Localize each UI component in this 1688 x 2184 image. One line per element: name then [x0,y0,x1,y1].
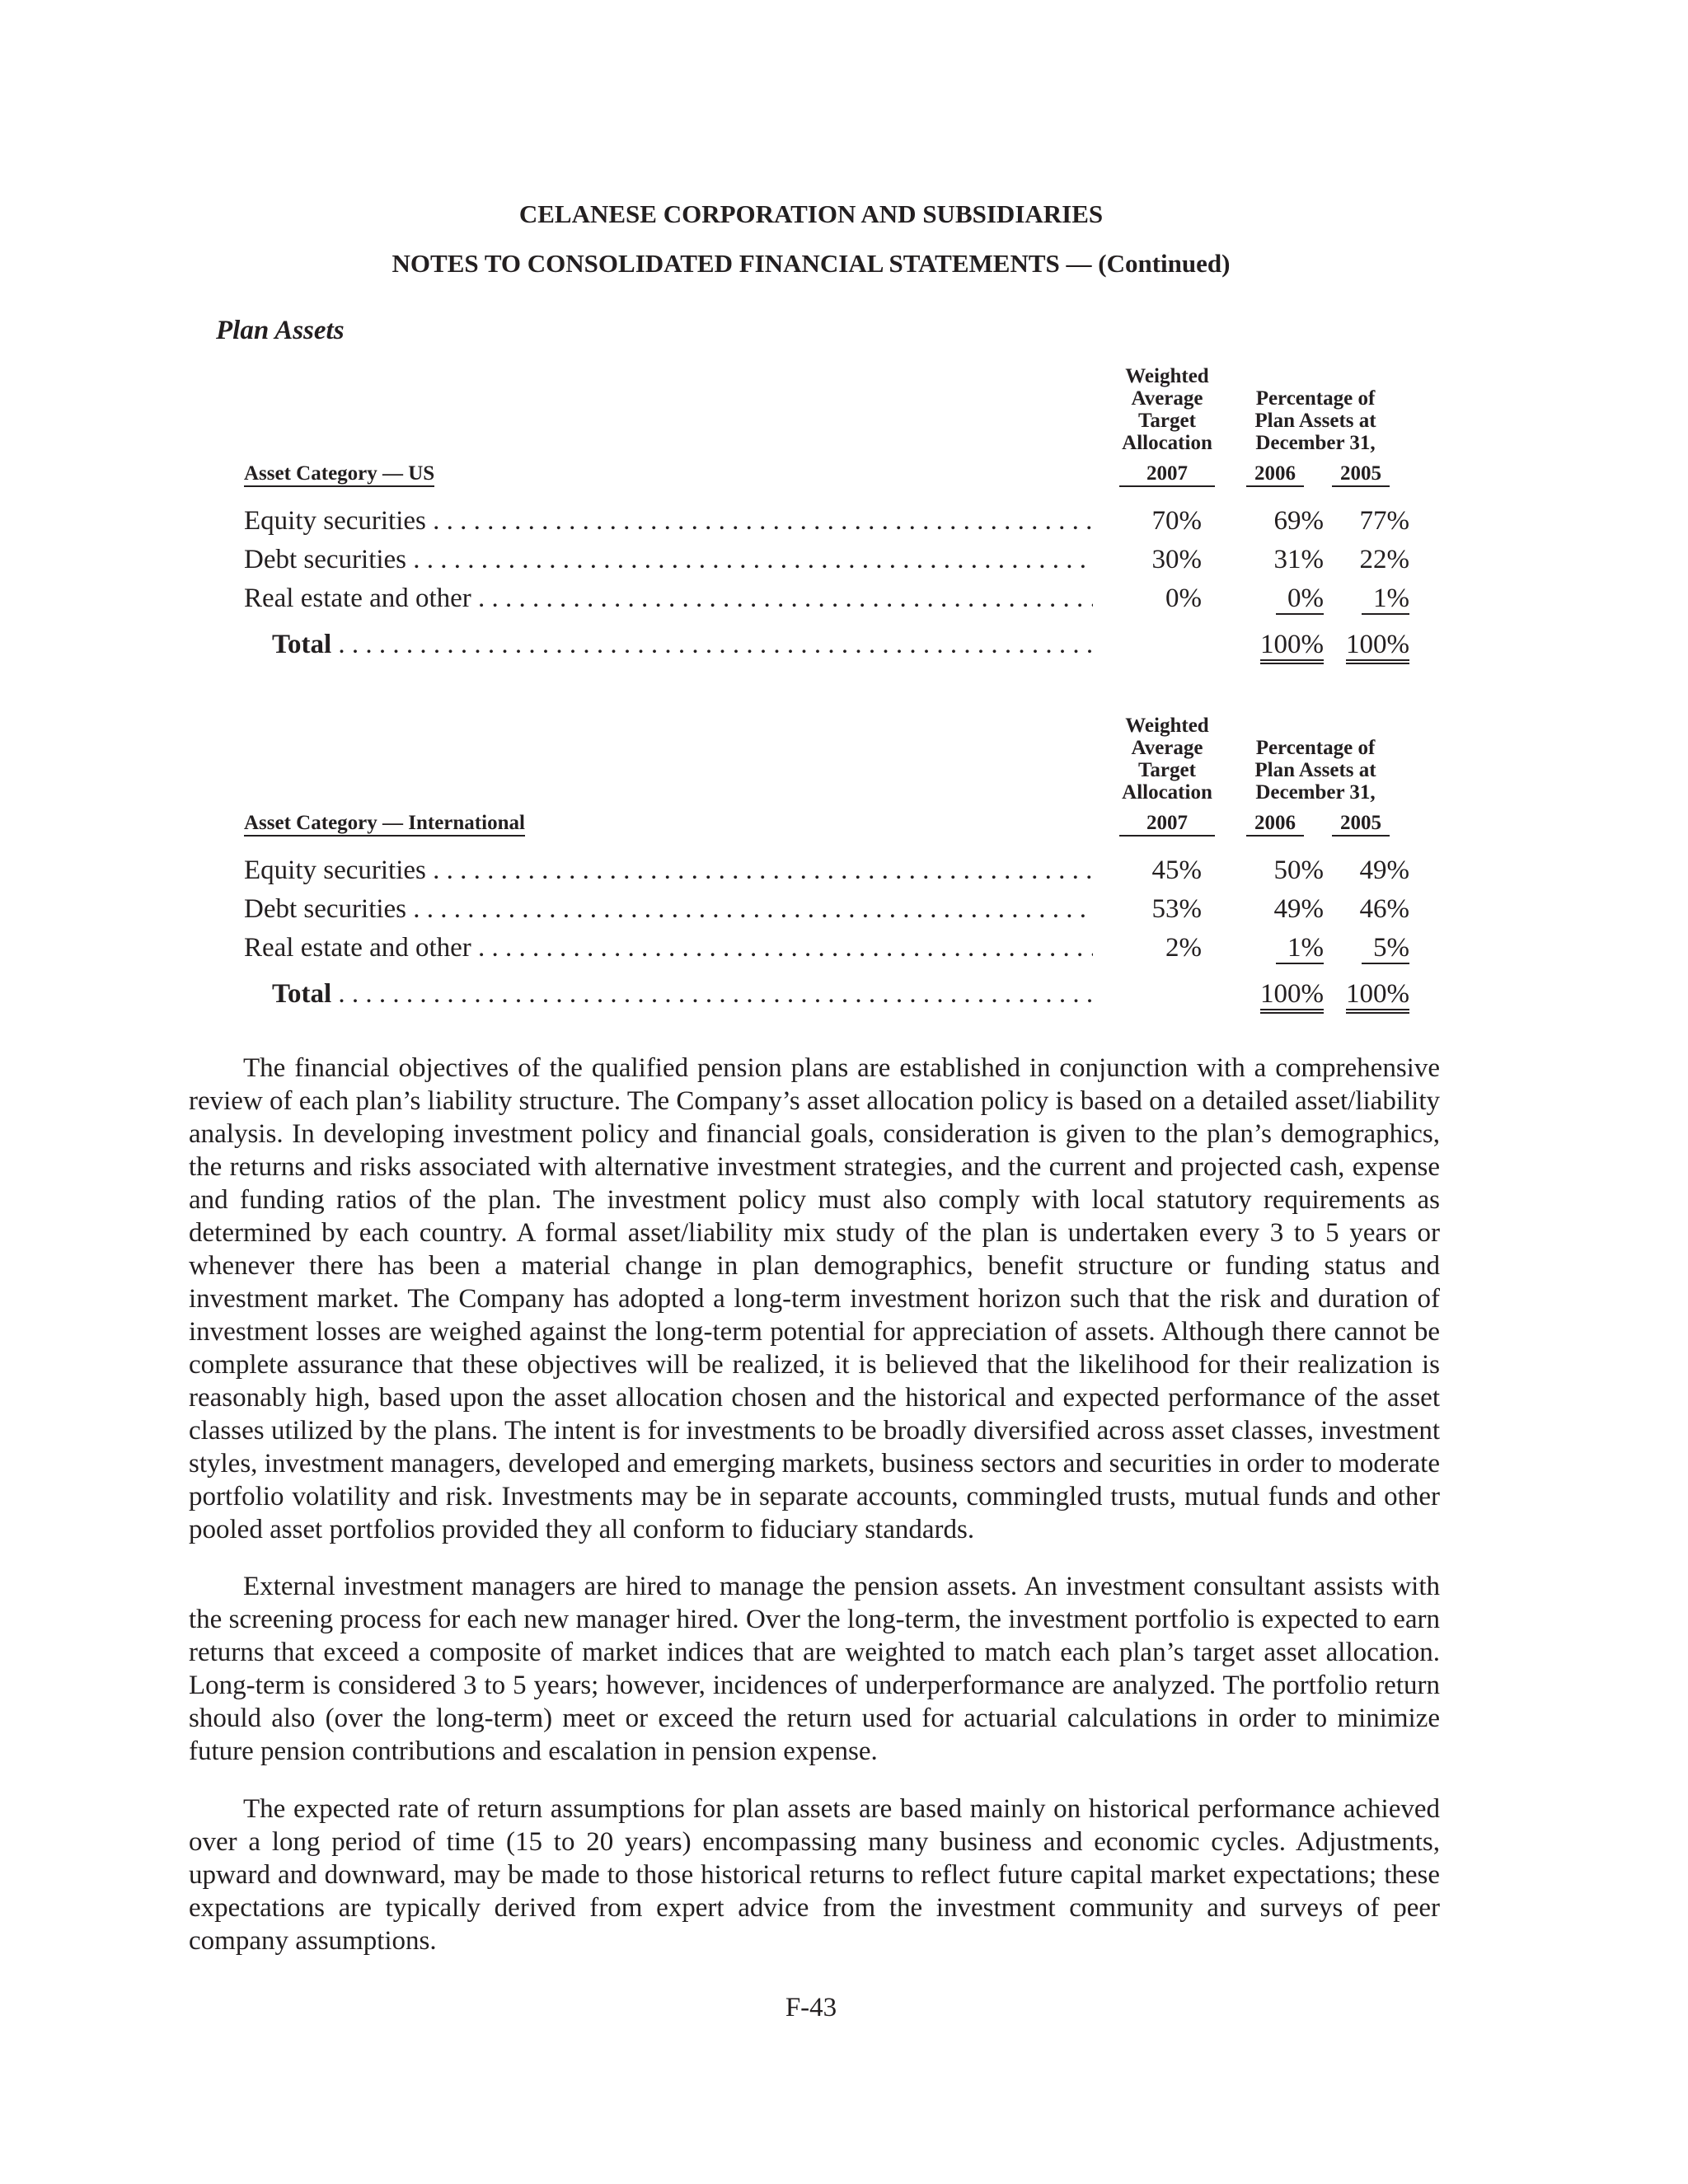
year-header-2005: 2005 [1332,812,1390,837]
paragraph-financial-objectives: The financial objectives of the qualified pension plans are established in conjunction with a comprehensive review of each plan’s liability structure. The Company’s asset allocation policy is based on a detailed asset/liability analysis. In developing investment policy and financial goals, consideration is given to the plan’s demographics, the returns and risks associated with alternative investment strategies, and the current and projected cash, expense and funding ratios of the plan. The investment policy must also comply with local statutory requirements as determined by each country. A formal asset/liability mix study of the plan is undertaken every 3 to 5 years or whenever there has been a material change in plan demographics, benefit structure or funding status and investment market. The Company has adopted a long-term investment horizon such that the risk and duration of investment losses are weighed against the long-term potential for appreciation of assets. Although there cannot be complete assurance that these objectives will be realized, it is believed that the likelihood for their realization is reasonably high, based upon the asset allocation chosen and the historical and expected performance of the asset classes utilized by the plans. The intent is for investments to be broadly diversified across asset classes, investment styles, investment managers, developed and emerging markets, business sectors and securities in order to moderate portfolio volatility and risk. Investments may be in separate accounts, commingled trusts, mutual funds and other pooled asset portfolios provided they all conform to fiduciary standards. [189,1053,1440,1544]
year-header-2005: 2005 [1332,462,1390,487]
value-2007: 45% [1151,855,1202,885]
value-2005: 49% [1359,855,1409,885]
value-2006: 31% [1273,545,1324,574]
table-row [244,932,1411,963]
table-row [244,855,1411,886]
international-category-label: Asset Category — International [244,812,525,837]
table-row [244,893,1411,925]
percentage-header: Percentage of Plan Assets at December 31, [1254,737,1376,804]
value-2007: 70% [1151,506,1202,536]
weighted-average-header: Weighted Average Target Allocation [1122,365,1212,454]
value-2006: 1% [1276,933,1324,964]
value-2005: 22% [1359,545,1409,574]
total-label: Total [272,979,332,1009]
value-2006: 49% [1273,894,1324,924]
row-label: Real estate and other [244,933,471,963]
paragraph-external-managers: External investment managers are hired to manage the pension assets. An investment consultant assists with the screening process for each new manager hired. Over the long-term, the investment portfolio is expected to earn returns that exceed a composite of market indices that are weighted to match each plan’s target asset allocation. Long-term is considered 3 to 5 years; however, incidences of underperformance are analyzed. The portfolio return should also (over the long-term) meet or exceed the return used for actuarial calculations in order to minimize future pension contributions and escalation in pension expense. [189,1572,1440,1766]
year-header-2007: 2007 [1119,462,1215,487]
value-2007: 30% [1151,545,1202,574]
row-label: Debt securities [244,545,407,574]
row-label: Debt securities [244,894,407,924]
year-header-2006: 2006 [1246,462,1304,487]
row-label: Equity securities [244,855,426,885]
row-label: Real estate and other [244,583,471,613]
table-row [244,583,1411,614]
table-row [244,505,1411,537]
notes-title: NOTES TO CONSOLIDATED FINANCIAL STATEMENTS — (Continued) [392,249,1231,278]
value-2006: 50% [1273,855,1324,885]
total-2006: 100% [1260,979,1324,1014]
year-header-2006: 2006 [1246,812,1304,837]
paragraph-expected-return: The expected rate of return assumptions for plan assets are based mainly on historical performance achieved over a long period of time (15 to 20 years) encompassing many business and economic cycles. Adjustments, upward and downward, may be made to those historical returns to reflect future capital market expectations; these expectations are typically derived from expert advice from the investment community and surveys of peer company assumptions. [189,1794,1440,1956]
value-2005: 5% [1362,933,1409,964]
value-2005: 46% [1359,894,1409,924]
value-2007: 2% [1165,933,1202,963]
total-2005: 100% [1346,979,1409,1014]
company-name: CELANESE CORPORATION AND SUBSIDIARIES [518,199,1104,228]
percentage-header: Percentage of Plan Assets at December 31, [1254,387,1376,454]
total-label: Total [272,630,332,659]
value-2005: 1% [1362,583,1409,615]
value-2006: 69% [1273,506,1324,536]
value-2006: 0% [1276,583,1324,615]
table-row [244,544,1411,575]
total-2006: 100% [1260,630,1324,664]
year-header-2007: 2007 [1119,812,1215,837]
row-label: Equity securities [244,506,426,536]
section-title: Plan Assets [216,316,345,345]
total-row [244,978,1411,1010]
value-2007: 53% [1151,894,1202,924]
weighted-average-header: Weighted Average Target Allocation [1122,715,1212,804]
value-2007: 0% [1165,583,1202,613]
total-row [244,629,1411,660]
value-2005: 77% [1359,506,1409,536]
total-2005: 100% [1346,630,1409,664]
us-category-label: Asset Category — US [244,462,434,487]
page-number: F-43 [785,1993,837,2022]
